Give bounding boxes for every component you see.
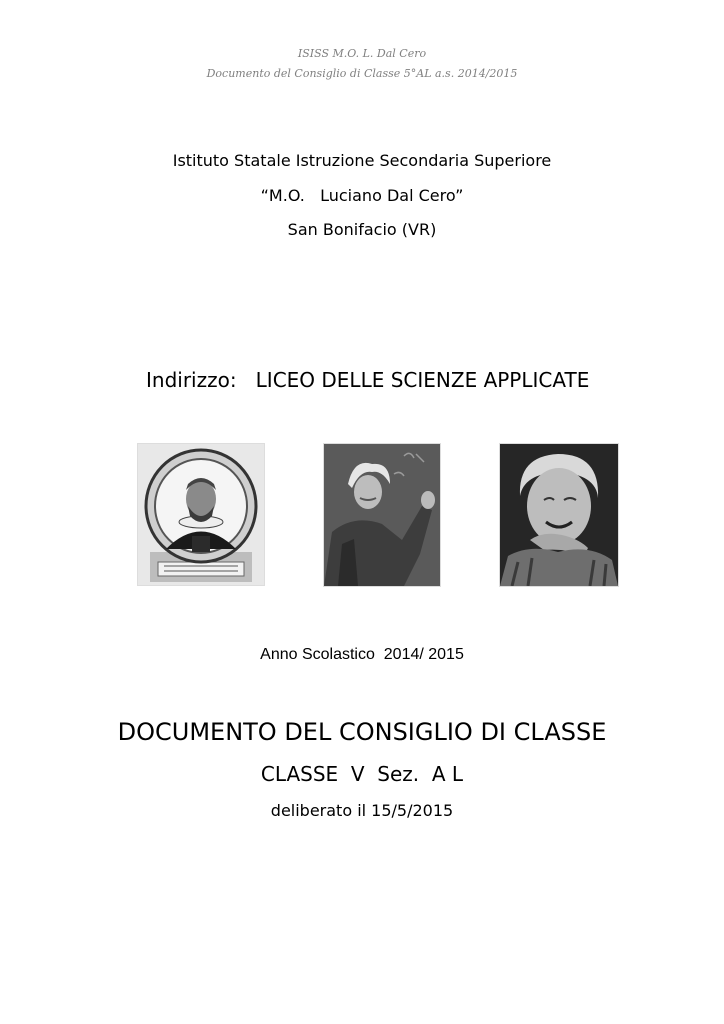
levi-montalcini-portrait-icon [499,443,619,587]
institute-location: San Bonifacio (VR) [287,220,437,239]
institute-dedication: “M.O. Luciano Dal Cero” [260,186,464,205]
address-value: LICEO DELLE SCIENZE APPLICATE [255,368,590,392]
class-section: CLASSE V Sez. A L [260,762,464,786]
header-school-name: ISISS M.O. L. Dal Cero [297,47,427,60]
document-title: DOCUMENTO DEL CONSIGLIO DI CLASSE [117,718,607,746]
header-document-title: Documento del Consiglio di Classe 5°AL a.s. 2014/2015 [206,67,518,80]
address-label: Indirizzo: [146,368,237,392]
school-year: Anno Scolastico 2014/ 2015 [260,646,464,663]
institute-name: Istituto Statale Istruzione Secondaria Superiore [172,151,552,170]
galileo-portrait-icon [137,443,265,586]
address-line [146,368,589,392]
einstein-portrait-icon [323,443,441,587]
approval-date: deliberato il 15/5/2015 [270,801,454,820]
